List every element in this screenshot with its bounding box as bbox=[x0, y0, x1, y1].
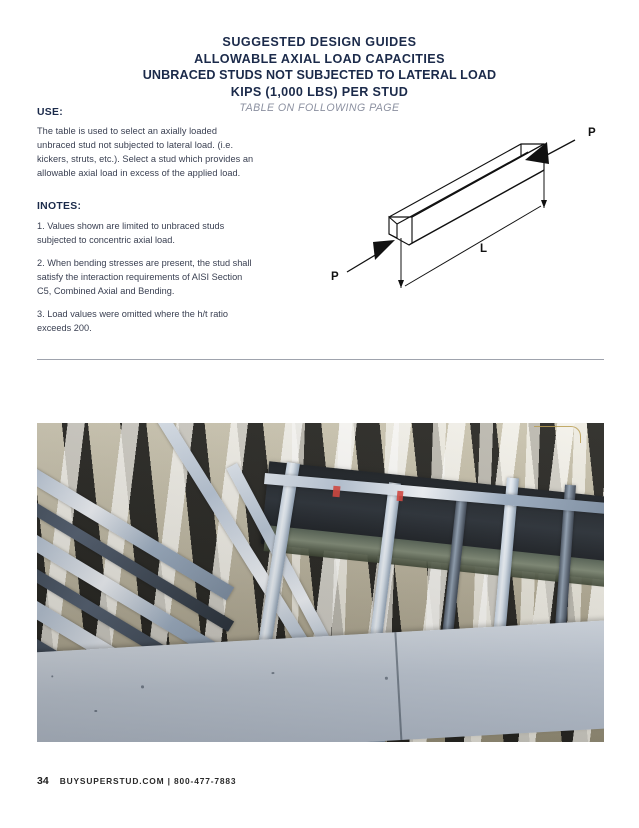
page-footer bbox=[37, 775, 236, 787]
title-line-1: SUGGESTED DESIGN GUIDES bbox=[222, 35, 417, 49]
title-line-3: UNBRACED STUDS NOT SUBJECTED TO LATERAL LOAD bbox=[142, 68, 497, 83]
title-subtitle: TABLE ON FOLLOWING PAGE bbox=[239, 102, 400, 115]
page-title bbox=[0, 34, 639, 114]
photo-red-mark bbox=[333, 486, 341, 498]
arrowhead-bottom bbox=[373, 240, 395, 260]
note-item-3: 3. Load values were omitted where the h/t ratio exceeds 200. bbox=[37, 308, 229, 333]
photo-board-seam bbox=[394, 632, 402, 740]
length-label: L bbox=[480, 243, 488, 255]
dimension-arrowhead-left bbox=[398, 280, 404, 288]
stud-bottom-long-edge bbox=[409, 172, 541, 245]
load-label-top: P bbox=[588, 127, 596, 139]
photo-screw bbox=[141, 685, 144, 688]
photo-screw bbox=[271, 671, 274, 674]
footer-contact: BUYSUPERSTUD.COM | 800-477-7883 bbox=[59, 776, 237, 786]
photo-screw bbox=[51, 675, 54, 678]
note-item-1: 1. Values shown are limited to unbraced studs subjected to concentric axial load. bbox=[37, 220, 225, 245]
axial-load-diagram-svg bbox=[325, 112, 615, 292]
left-text-column bbox=[37, 107, 255, 345]
photo-wire bbox=[534, 426, 581, 443]
photo-red-mark bbox=[397, 491, 404, 501]
dimension-arrowhead-right bbox=[541, 200, 547, 208]
title-line-4: KIPS (1,000 LBS) PER STUD bbox=[230, 84, 409, 99]
title-line-2: ALLOWABLE AXIAL LOAD CAPACITIES bbox=[194, 51, 445, 66]
use-heading: USE: bbox=[37, 107, 64, 118]
photo-screw bbox=[385, 677, 388, 680]
section-divider bbox=[37, 359, 604, 360]
axial-load-diagram bbox=[325, 112, 615, 292]
note-item-2: 2. When bending stresses are present, the stud shall satisfy the interaction requirements of AISI Section C5, Combined Axial and Bending. bbox=[37, 257, 252, 296]
framing-photo bbox=[37, 423, 604, 742]
dimension-extension-lines bbox=[401, 152, 544, 288]
load-label-bottom: P bbox=[331, 271, 339, 283]
footer-page-number: 34 bbox=[37, 775, 49, 787]
load-arrow-bottom bbox=[347, 240, 395, 272]
notes-heading: INOTES: bbox=[37, 200, 82, 212]
dimension-line-L bbox=[405, 206, 541, 286]
photo-screw bbox=[94, 709, 97, 712]
stud-lip-edge bbox=[397, 152, 528, 224]
use-body: The table is used to select an axially loaded unbraced stud not subjected to lateral load. (i.e. kickers, struts, etc.). Select a stud which provides an allowable axial load in excess of the applied load. bbox=[37, 126, 254, 178]
photo-scene bbox=[37, 423, 604, 742]
